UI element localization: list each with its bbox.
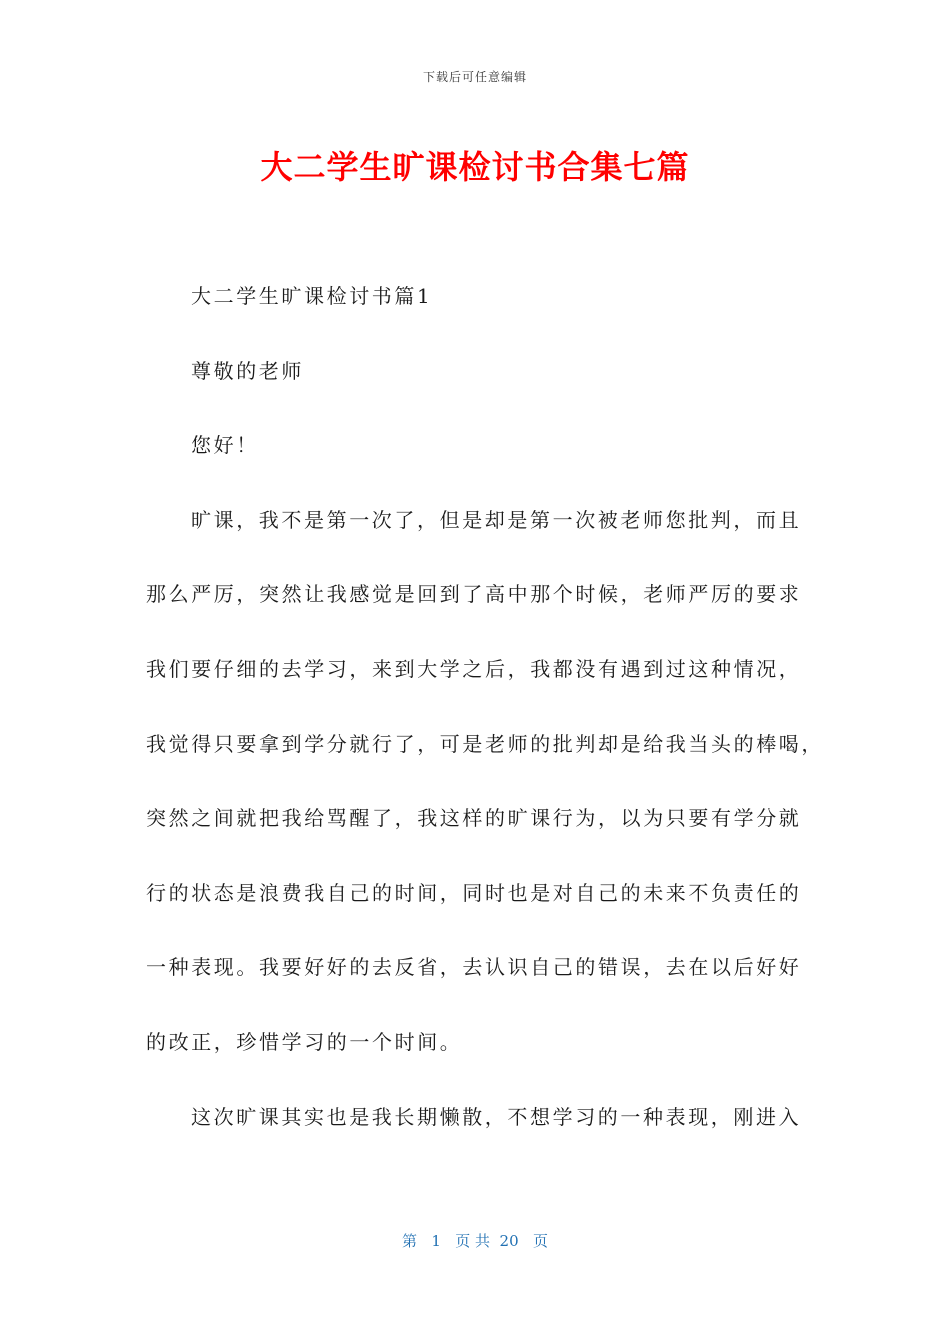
- document-body: [146, 276, 824, 1171]
- greeting: 您好！: [191, 433, 259, 458]
- document-title: 大二学生旷课检讨书合集七篇: [260, 148, 690, 186]
- header-note: 下载后可任意编辑: [422, 70, 527, 84]
- paragraph-line: 那么严厉，突然让我感觉是回到了高中那个时候，老师严厉的要求: [146, 582, 802, 607]
- paragraph-line: 这次旷课其实也是我长期懒散，不想学习的一种表现，刚进入: [191, 1104, 802, 1129]
- paragraph-line: 行的状态是浪费我自己的时间，同时也是对自己的未来不负责任的: [146, 880, 802, 905]
- paragraph-line: 我们要仔细的去学习，来到大学之后，我都没有遇到过这种情况，: [146, 656, 802, 681]
- salutation: 尊敬的老师: [191, 358, 304, 383]
- paragraph-line: 我觉得只要拿到学分就行了，可是老师的批判却是给我当头的棒喝，: [146, 731, 824, 756]
- paragraph-line: 的改正，珍惜学习的一个时间。: [146, 1029, 463, 1054]
- paragraph-line: 突然之间就把我给骂醒了，我这样的旷课行为，以为只要有学分就: [146, 806, 802, 831]
- footer-total-pages: 20: [499, 1232, 519, 1250]
- paragraph-line: 旷课，我不是第一次了，但是却是第一次被老师您批判，而且: [191, 507, 802, 532]
- footer-current-page: 1: [431, 1232, 441, 1250]
- footer-prefix: 第: [402, 1232, 418, 1250]
- section-heading: 大二学生旷课检讨书篇1: [191, 284, 433, 308]
- footer-middle: 页 共: [455, 1232, 490, 1250]
- paragraph-line: 一种表现。我要好好的去反省，去认识自己的错误，去在以后好好: [146, 955, 802, 980]
- page-footer: [0, 1230, 950, 1251]
- footer-suffix: 页: [532, 1232, 548, 1250]
